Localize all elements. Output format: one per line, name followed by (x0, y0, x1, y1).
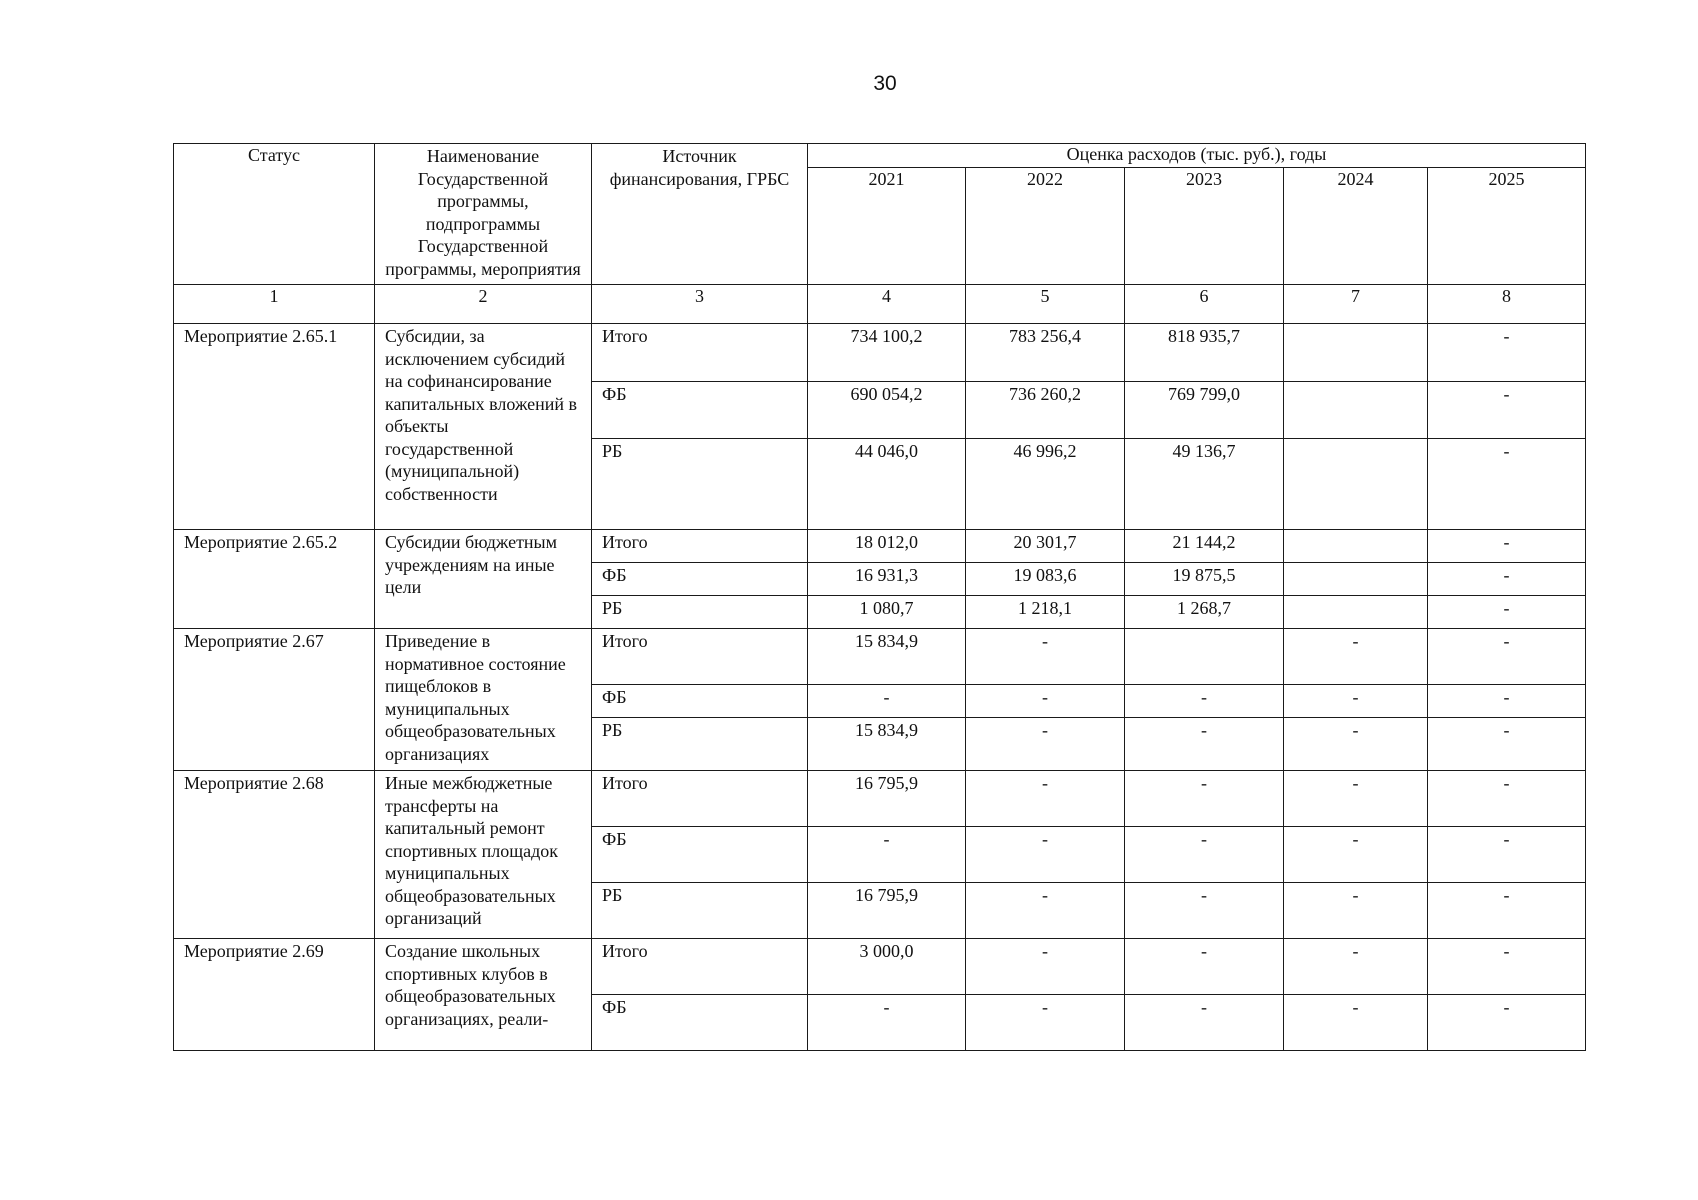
value-cell: 3 000,0 (808, 939, 966, 995)
value-cell: 769 799,0 (1125, 382, 1284, 439)
value-cell: 49 136,7 (1125, 439, 1284, 530)
source-cell: РБ (592, 439, 808, 530)
value-cell: 1 218,1 (966, 596, 1125, 629)
value-cell: 18 012,0 (808, 530, 966, 563)
value-cell: 1 268,7 (1125, 596, 1284, 629)
value-cell: 783 256,4 (966, 324, 1125, 382)
status-cell: Мероприятие 2.68 (174, 771, 375, 939)
value-cell: - (966, 939, 1125, 995)
value-cell: 44 046,0 (808, 439, 966, 530)
status-cell: Мероприятие 2.65.2 (174, 530, 375, 629)
header-year: 2025 (1428, 168, 1586, 285)
column-number: 4 (808, 285, 966, 324)
source-cell: ФБ (592, 995, 808, 1051)
value-cell: - (1428, 827, 1586, 883)
value-cell: - (1284, 883, 1428, 939)
value-cell: - (1284, 771, 1428, 827)
value-cell: 46 996,2 (966, 439, 1125, 530)
source-cell: Итого (592, 771, 808, 827)
page-number: 30 (873, 72, 897, 95)
value-cell: - (1284, 629, 1428, 685)
status-cell: Мероприятие 2.65.1 (174, 324, 375, 530)
column-number: 8 (1428, 285, 1586, 324)
value-cell: - (1284, 827, 1428, 883)
value-cell: - (808, 827, 966, 883)
value-cell: 15 834,9 (808, 629, 966, 685)
value-cell: 19 083,6 (966, 563, 1125, 596)
value-cell: 21 144,2 (1125, 530, 1284, 563)
value-cell: - (1125, 771, 1284, 827)
header-status: Статус (174, 144, 375, 285)
value-cell (1125, 629, 1284, 685)
value-cell: - (1428, 995, 1586, 1051)
column-number: 7 (1284, 285, 1428, 324)
value-cell: - (1284, 939, 1428, 995)
value-cell (1284, 382, 1428, 439)
value-cell: - (808, 995, 966, 1051)
value-cell: - (1428, 939, 1586, 995)
value-cell: 734 100,2 (808, 324, 966, 382)
value-cell (1284, 324, 1428, 382)
value-cell: 16 795,9 (808, 883, 966, 939)
value-cell: - (1125, 939, 1284, 995)
value-cell: - (966, 827, 1125, 883)
value-cell: - (966, 883, 1125, 939)
value-cell: 15 834,9 (808, 718, 966, 771)
value-cell: - (1125, 995, 1284, 1051)
value-cell: 1 080,7 (808, 596, 966, 629)
source-cell: ФБ (592, 382, 808, 439)
value-cell: 19 875,5 (1125, 563, 1284, 596)
table-row (174, 530, 1586, 563)
value-cell (1284, 439, 1428, 530)
source-cell: Итого (592, 530, 808, 563)
name-cell: Субсидии, за исключением субсидий на софинансирование капитальных вложений в объекты государственной (муниципальной) собственности (375, 324, 592, 530)
value-cell: - (808, 685, 966, 718)
value-cell: - (1428, 771, 1586, 827)
source-cell: ФБ (592, 827, 808, 883)
value-cell: - (1428, 629, 1586, 685)
value-cell: - (1428, 439, 1586, 530)
header-year: 2024 (1284, 168, 1428, 285)
value-cell: 690 054,2 (808, 382, 966, 439)
name-cell: Создание школьных спортивных клубов в общеобразовательных организациях, реали- (375, 939, 592, 1051)
value-cell: - (1428, 324, 1586, 382)
column-number: 2 (375, 285, 592, 324)
value-cell (1284, 596, 1428, 629)
value-cell: - (1284, 685, 1428, 718)
value-cell: 736 260,2 (966, 382, 1125, 439)
value-cell: 818 935,7 (1125, 324, 1284, 382)
value-cell: 20 301,7 (966, 530, 1125, 563)
source-cell: Итого (592, 324, 808, 382)
value-cell: - (1428, 685, 1586, 718)
column-number: 6 (1125, 285, 1284, 324)
source-cell: Итого (592, 629, 808, 685)
value-cell: - (1125, 718, 1284, 771)
value-cell (1284, 563, 1428, 596)
value-cell: 16 795,9 (808, 771, 966, 827)
source-cell: РБ (592, 883, 808, 939)
value-cell: - (966, 685, 1125, 718)
value-cell: - (1428, 382, 1586, 439)
column-number: 1 (174, 285, 375, 324)
table-row (174, 939, 1586, 995)
value-cell: - (966, 995, 1125, 1051)
value-cell: - (1428, 883, 1586, 939)
header-source: Источник финансирования, ГРБС (592, 144, 808, 285)
table-row (174, 771, 1586, 827)
budget-table (173, 143, 1586, 1051)
name-cell: Субсидии бюджетным учреждениям на иные цели (375, 530, 592, 629)
header-year: 2021 (808, 168, 966, 285)
source-cell: Итого (592, 939, 808, 995)
value-cell: - (1284, 718, 1428, 771)
source-cell: РБ (592, 718, 808, 771)
status-cell: Мероприятие 2.69 (174, 939, 375, 1051)
source-cell: РБ (592, 596, 808, 629)
value-cell (1284, 530, 1428, 563)
value-cell: - (1125, 827, 1284, 883)
header-year: 2022 (966, 168, 1125, 285)
status-cell: Мероприятие 2.67 (174, 629, 375, 771)
value-cell: - (1428, 530, 1586, 563)
value-cell: - (966, 771, 1125, 827)
header-year: 2023 (1125, 168, 1284, 285)
table-row (174, 629, 1586, 685)
value-cell: 16 931,3 (808, 563, 966, 596)
value-cell: - (1428, 596, 1586, 629)
header-name: Наименование Государственной программы, подпрограммы Государственной программы, мероприятия (375, 144, 592, 285)
value-cell: - (1125, 685, 1284, 718)
value-cell: - (1428, 563, 1586, 596)
source-cell: ФБ (592, 685, 808, 718)
column-number: 5 (966, 285, 1125, 324)
name-cell: Иные межбюджетные трансферты на капитальный ремонт спортивных площадок муниципальных общеобразовательных организаций (375, 771, 592, 939)
table-row (174, 324, 1586, 382)
header-expenses-title: Оценка расходов (тыс. руб.), годы (808, 144, 1586, 168)
source-cell: ФБ (592, 563, 808, 596)
column-number: 3 (592, 285, 808, 324)
value-cell: - (966, 718, 1125, 771)
name-cell: Приведение в нормативное состояние пищеблоков в муниципальных общеобразовательных организациях (375, 629, 592, 771)
value-cell: - (1125, 883, 1284, 939)
value-cell: - (966, 629, 1125, 685)
value-cell: - (1428, 718, 1586, 771)
value-cell: - (1284, 995, 1428, 1051)
